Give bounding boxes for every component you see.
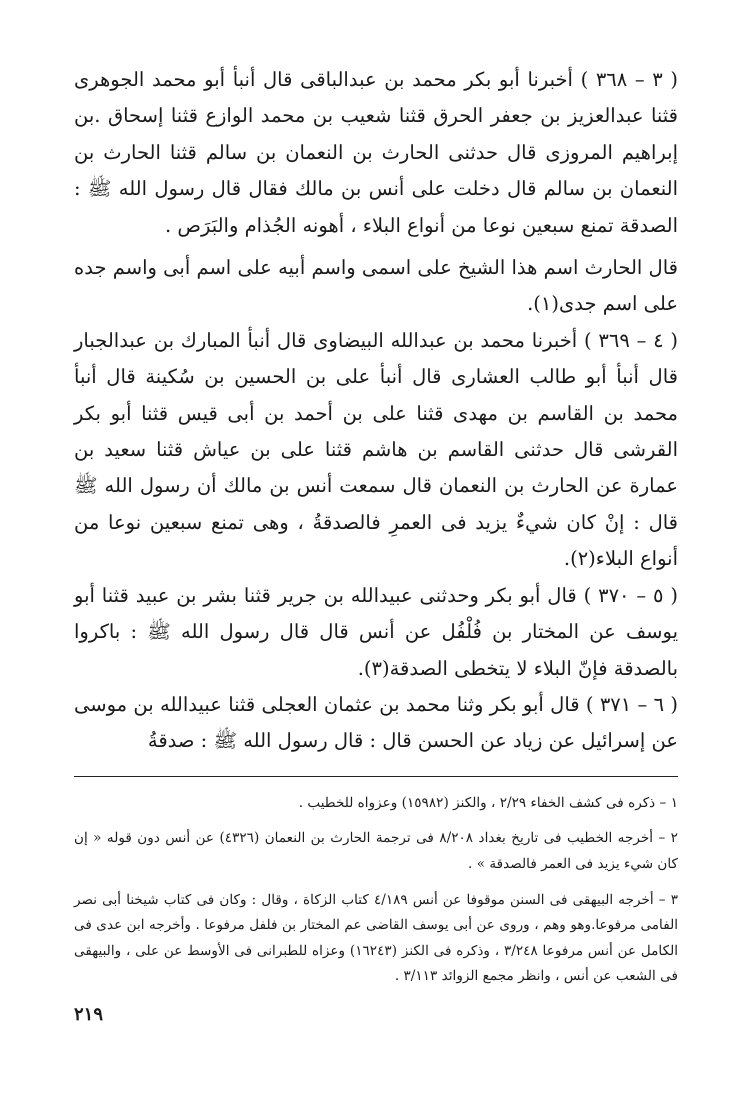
hadith-369-paragraph: ( ٤ – ٣٦٩ ) أخبرنا محمد بن عبدالله البيضاوى قال أنبأ المبارك بن عبدالجبار قال أنبأ أبو طالب العشارى قال أنبأ على بن الحسين بن سُكينة قال أنبأ محمد بن القاسم بن مهدى قثنا على بن أحمد بن أبى قيس قثنا أبو بكر القرشى قال حدثنى القاسم بن هاشم قثنا على بن عياش قثنا سعيد بن عمارة عن الحارث بن النعمان قال سمعت أنس بن مالك أن رسول الله ﷺ قال : إنْ كان شيءٌ يزيد فى العمرِ فالصدقةُ ، وهى تمنع سبعين نوعا من أنواع البلاء(٢). bbox=[74, 328, 678, 571]
main-text bbox=[74, 62, 678, 760]
footnote-1: ١ – ذكره فى كشف الخفاء ٢/٢٩ ، والكنز (١٥٩٨٢) وعزواه للخطيب . bbox=[298, 794, 678, 811]
footnotes bbox=[74, 791, 678, 990]
hadith-370-paragraph: ( ٥ – ٣٧٠ ) قال أبو بكر وحدثنى عبيدالله بن جرير قثنا بشر بن عبيد قثنا أبو يوسف عن المختار بن فُلْفُل عن أنس قال قال رسول الله ﷺ : باكروا بالصدقة فإنّ البلاء لا يتخطى الصدقة(٣). bbox=[74, 583, 678, 680]
footnote-3: ٣ – أخرجه البيهقى فى السنن موقوفا عن أنس ٤/١٨٩ كتاب الزكاة ، وقال : وكان فى كتاب شيخنا أبى نصر الفامى مرفوعا.وهو وهم ، وروى عن أبى يوسف القاضى عم المختار بن فلفل مرفوعا . وأخرجه ابن عدى فى الكامل عن أنس مرفوعا ٣/٢٤٨ ، وذكره فى الكنز (١٦٢٤٣) وعزاه للطبرانى فى الأوسط عن على ، والبيهقى فى الشعب عن أنس ، وانظر مجمع الزوائد ٣/١١٣ . bbox=[74, 891, 678, 985]
book-page bbox=[74, 62, 678, 1000]
hadith-368-paragraph: ( ٣ – ٣٦٨ ) أخبرنا أبو بكر محمد بن عبدالباقى قال أنبأ أبو محمد الجوهرى قثنا عبدالعزيز بن جعفر الحرق قثنا شعيب بن محمد الوازع قثنا إسحاق .بن إبراهيم المروزى قال حدثنى الحارث بن النعمان بن سالم قثنا الحارث بن النعمان بن سالم قال دخلت على أنس بن مالك فقال قال رسول الله ﷺ : الصدقة تمنع سبعين نوعا من أنواع البلاء ، أهونه الجُذام والبَرَص . bbox=[74, 68, 678, 237]
footnote-separator bbox=[74, 776, 678, 777]
hadith-371-paragraph: ( ٦ – ٣٧١ ) قال أبو بكر وثنا محمد بن عثمان العجلى قثنا عبيدالله بن موسى عن إسرائيل عن زياد عن الحسن قال : قال رسول الله ﷺ : صدقةُ bbox=[74, 692, 679, 753]
footnote-2: ٢ – أخرجه الخطيب فى تاريخ بغداد ٨/٢٠٨ فى ترجمة الحارث بن النعمان (٤٣٢٦) عن أنس دون قوله « إن كان شيء يزيد فى العمر فالصدقة » . bbox=[74, 830, 678, 872]
page-number: ٢١٩ bbox=[74, 1004, 104, 1025]
narrator-note-paragraph: قال الحارث اسم هذا الشيخ على اسمى واسم أبيه على اسم أبى واسم جده على اسم جدى(١). bbox=[74, 256, 678, 316]
